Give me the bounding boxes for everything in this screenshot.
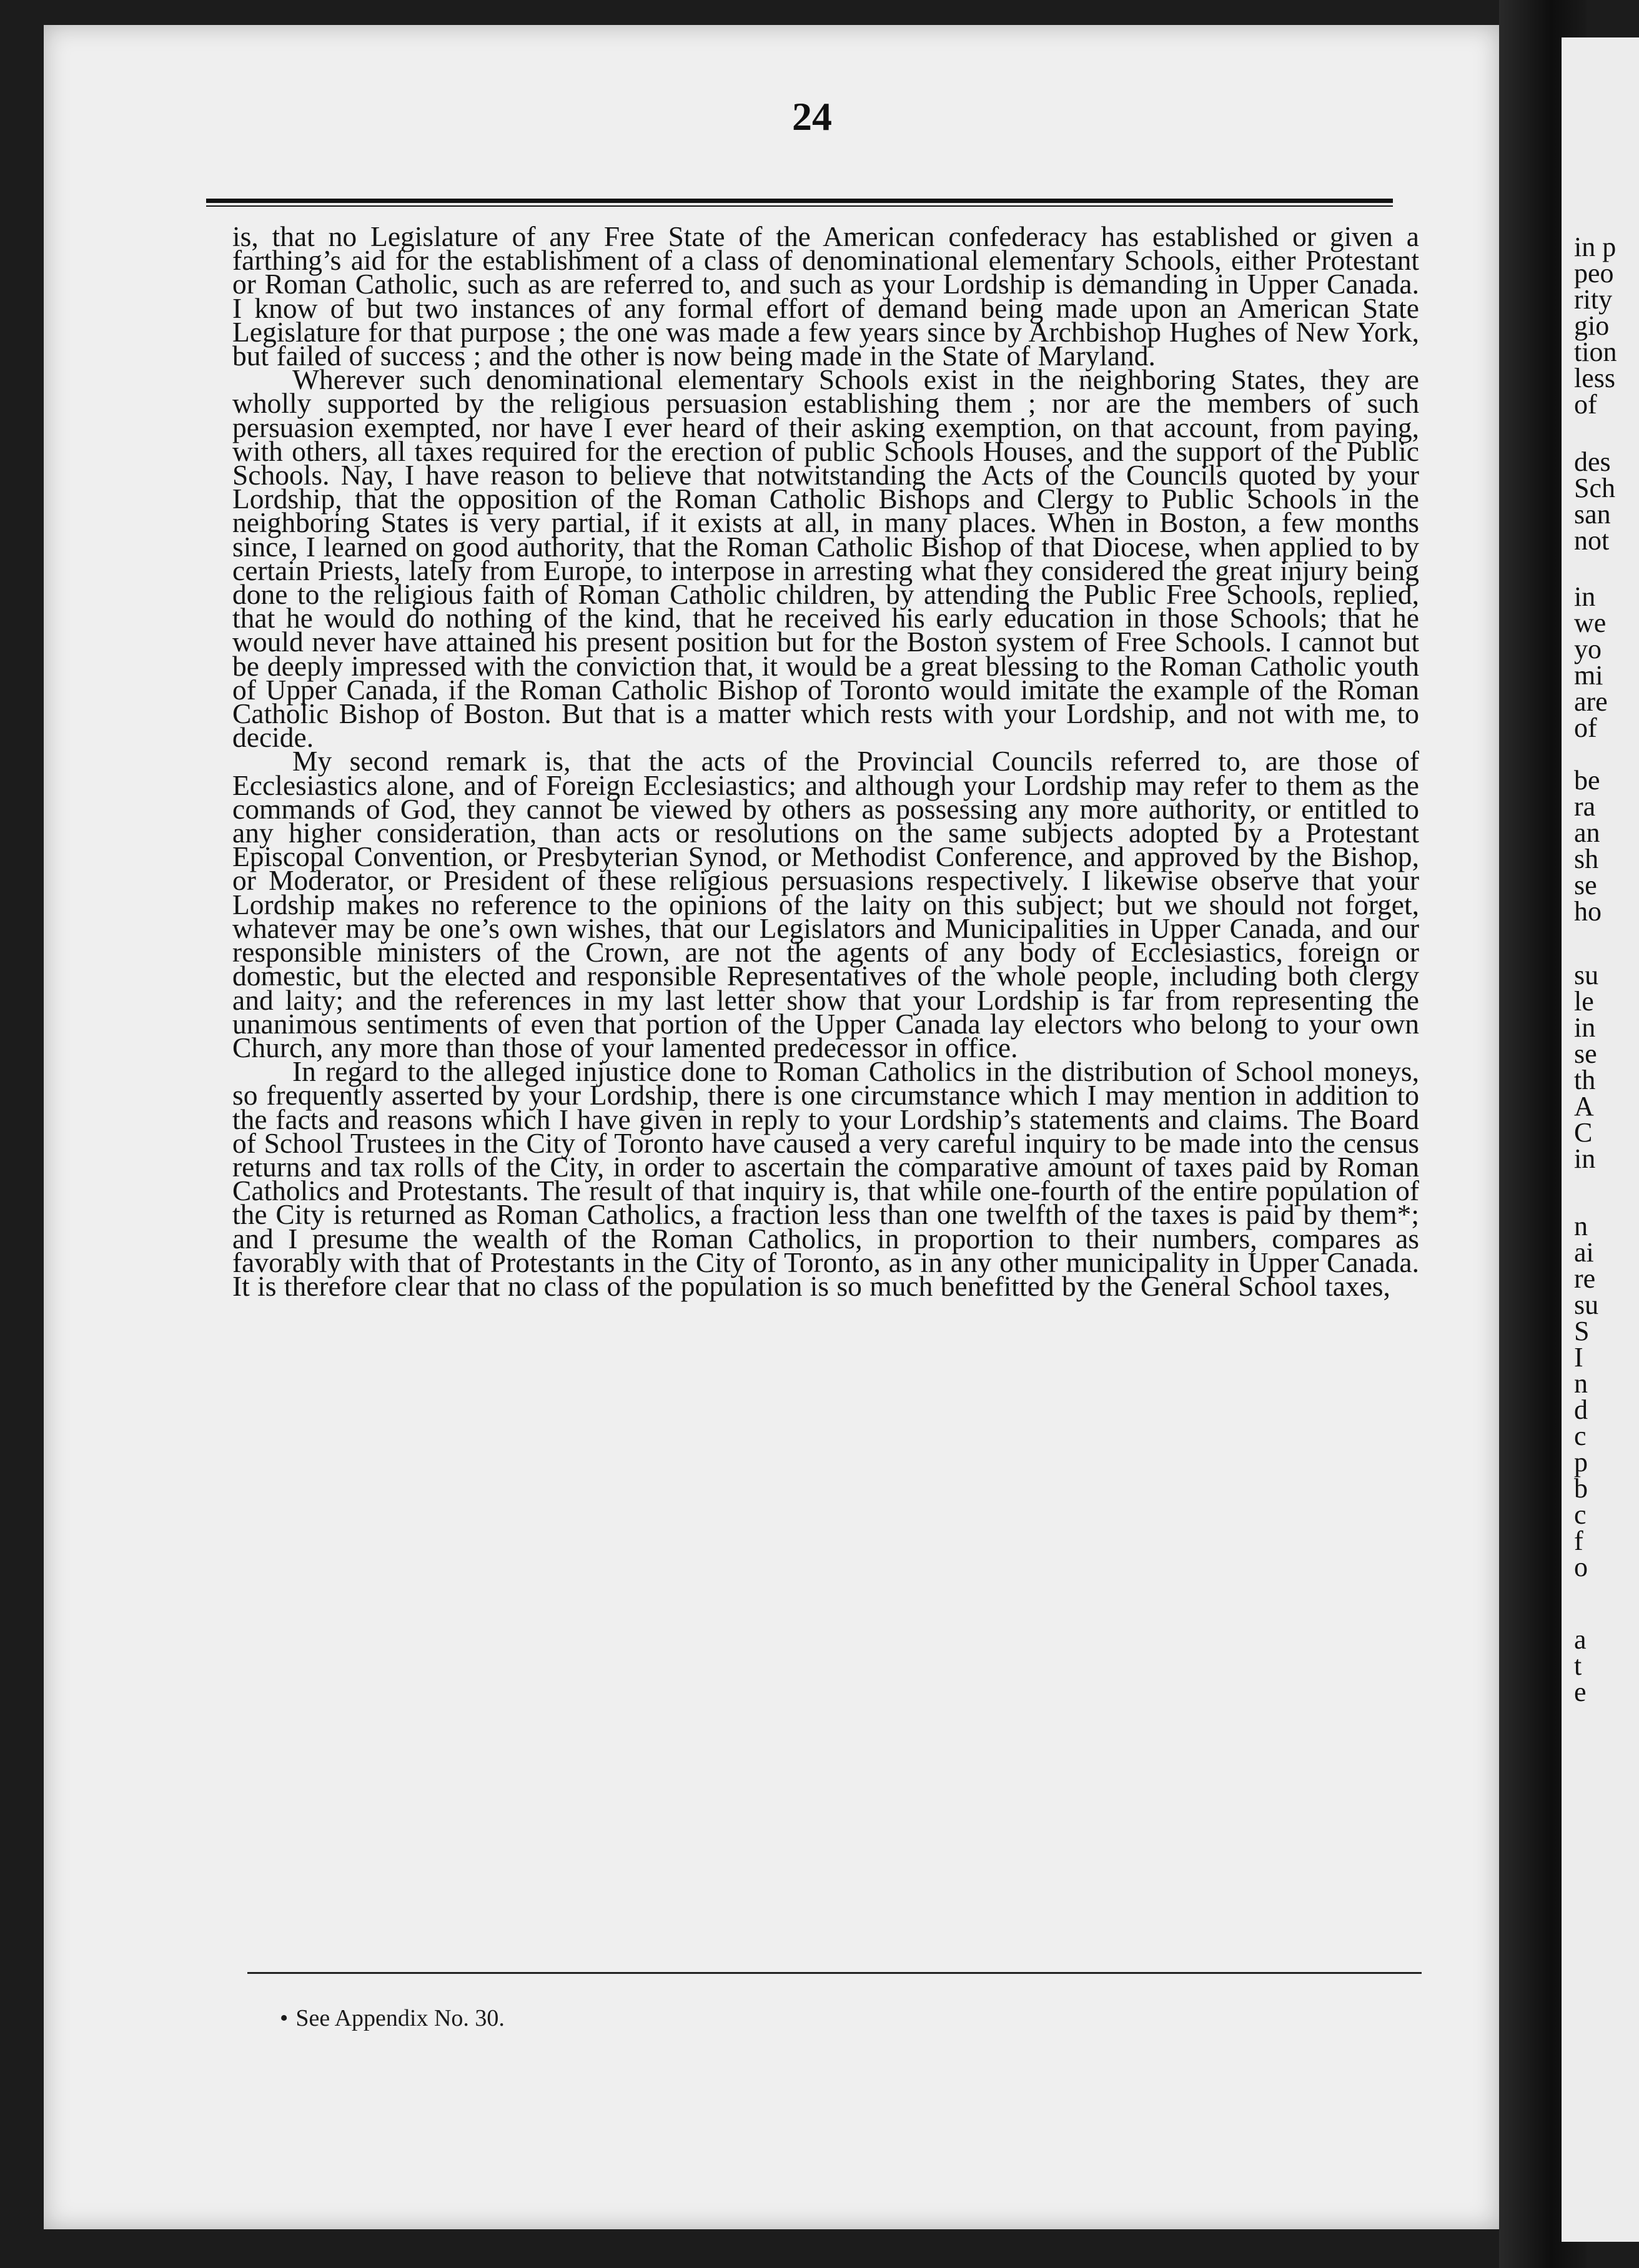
adjacent-page-fragment: yo <box>1574 634 1602 664</box>
adjacent-page-fragment: of <box>1574 712 1597 743</box>
adjacent-page-fragment: su <box>1574 1289 1599 1320</box>
adjacent-page-fragment: be <box>1574 765 1600 796</box>
paragraph-school-moneys: In regard to the alleged injustice done to Roman Catholics in the distribution of School moneys, so frequently asserted by your Lordship, there is one circumstance which I may mention in addition to the facts and reasons which I have given in reply to your Lordship’s statements and claims. The Board of School Trustees in the City of Toronto have caused a very careful inquiry to be made into the census returns and tax rolls of the City, in order to ascertain the comparative amount of taxes paid by Roman Catholics and Protestants. The result of that inquiry is, that while one-fourth of the entire population of the City is returned as Roman Catholics, a fraction less than one twelfth of the taxes is paid by them*; and I presume the wealth of the Roman Catholics, in proportion to their numbers, compares as favorably with that of Protestants in the City of Toronto, as in any other municipality in Upper Canada. It is therefore clear that no class of the population is so much benefitted by the General School taxes, <box>232 1055 1419 1302</box>
adjacent-page-fragment: tion <box>1574 337 1617 367</box>
adjacent-page-fragment: p <box>1574 1447 1588 1477</box>
adjacent-page-fragment: in <box>1574 1012 1596 1043</box>
adjacent-page-fragment: not <box>1574 525 1610 556</box>
adjacent-page-fragment: S <box>1574 1316 1590 1346</box>
adjacent-page-fragment: less <box>1574 363 1615 393</box>
adjacent-page-fragment: in <box>1574 1143 1596 1174</box>
adjacent-page-fragment: we <box>1574 608 1607 638</box>
adjacent-page-fragment: Sch <box>1574 473 1615 503</box>
paragraph-continuation: is, that no Legislature of any Free State of the American confederacy has established or given a farthing’s aid for the establishment of a class of denominational elementary Schools, either Protestant or Roman Catholic, such as are referred to, and such as your Lordship is demanding in Upper Canada. I know of but two instances of any formal effort of demand being made upon an American State Legislature for that purpose ; the one was made a few years since by Archbishop Hughes of New York, but failed of success ; and the other is now being made in the State of Maryland. <box>232 220 1419 372</box>
adjacent-page-fragment: su <box>1574 960 1599 990</box>
footnote-text: See Appendix No. 30. <box>295 2005 505 2031</box>
footnote <box>280 2004 505 2032</box>
adjacent-page-fragment: I <box>1574 1342 1583 1373</box>
adjacent-page-fragment: ho <box>1574 896 1602 927</box>
adjacent-page-fragment: t <box>1574 1650 1582 1681</box>
adjacent-page-fragment: are <box>1574 686 1608 717</box>
adjacent-page-fragment: des <box>1574 446 1611 477</box>
header-rule <box>206 199 1393 207</box>
adjacent-page-fragment: n <box>1574 1368 1588 1399</box>
adjacent-page-fragment: e <box>1574 1677 1587 1707</box>
adjacent-page-fragment: n <box>1574 1211 1588 1241</box>
adjacent-page-fragment: b <box>1574 1473 1588 1504</box>
adjacent-page-fragment: ai <box>1574 1237 1594 1268</box>
adjacent-page-fragment: le <box>1574 986 1594 1017</box>
body-text <box>232 220 1419 1302</box>
adjacent-page-fragment: gio <box>1574 310 1610 341</box>
page-number: 24 <box>792 94 832 139</box>
adjacent-page-fragment: th <box>1574 1065 1596 1095</box>
adjacent-page-fragment: san <box>1574 499 1611 530</box>
adjacent-page-fragment: in <box>1574 581 1596 612</box>
adjacent-page-fragment: c <box>1574 1499 1587 1530</box>
adjacent-page-edge <box>1562 37 1639 2242</box>
adjacent-page-fragment: d <box>1574 1394 1588 1425</box>
adjacent-page-fragment: sh <box>1574 844 1599 874</box>
adjacent-page-fragment: c <box>1574 1421 1587 1451</box>
footnote-rule <box>247 1972 1422 1974</box>
adjacent-page-fragment: of <box>1574 389 1597 420</box>
adjacent-page-fragment: in p <box>1574 232 1617 262</box>
paragraph-denominational-schools: Wherever such denominational elementary Schools exist in the neighboring States, they are wholly supported by the religious persuasion establishing them ; nor are the members of such persuasion exempted, nor have I ever heard of their asking exemption, on that account, from paying, with others, all taxes required for the erection of public Schools Houses, and the support of the Public Schools. Nay, I have reason to believe that notwitstanding the Acts of the Councils quoted by your Lordship, that the opposition of the Roman Catholic Bishops and Clergy to Public Schools in the neighboring States is very partial, if it exists at all, in many places. When in Boston, a few months since, I learned on good authority, that the Roman Catholic Bishop of that Diocese, when applied to by certain Priests, lately from Europe, to interpose in arresting what they considered the great injury being done to the religious faith of Roman Catholic children, by attending the Public Free Schools, replied, that he would do nothing of the kind, that he received his early education in those Schools; that he would never have attained his present position but for the Boston system of Free Schools. I cannot but be deeply impressed with the conviction that, it would be a great blessing to the Roman Catholic youth of Upper Canada, if the Roman Catholic Bishop of Toronto would imitate the example of the Roman Catholic Bishop of Boston. But that is a matter which rests with your Lordship, and not with me, to decide. <box>232 363 1419 754</box>
adjacent-page-fragment: A <box>1574 1091 1594 1122</box>
adjacent-page-fragment: mi <box>1574 660 1603 691</box>
adjacent-page-fragment: se <box>1574 1038 1597 1069</box>
adjacent-page-fragment: re <box>1574 1263 1596 1294</box>
paragraph-second-remark: My second remark is, that the acts of the Provincial Councils referred to, are those of Ecclesiastics alone, and of Foreign Ecclesiastics; and although your Lordship may refer to them as the commands of God, they cannot be viewed by others as possessing any more authority, or entitled to any higher consideration, than acts or resolutions on the same subjects adopted by a Protestant Episcopal Convention, or Presbyterian Synod, or Methodist Conference, and approved by the Bishop, or Moderator, or President of these religious persuasions respectively. I likewise observe that your Lordship makes no reference to the opinions of the laity on this subject; but we should not forget, whatever may be one’s own wishes, that our Legislators and Municipalities in Upper Canada, and our responsible ministers of the Crown, are not the agents of any body of Ecclesiastics, foreign or domestic, but the elected and responsible Representatives of the whole people, including both clergy and laity; and the references in my last letter show that your Lordship is far from representing the unanimous sentiments of even that portion of the Upper Canada lay electors who belong to your own Church, any more than those of your lamented predecessor in office. <box>232 745 1419 1063</box>
adjacent-page-fragment: se <box>1574 870 1597 900</box>
footnote-mark: • <box>280 2005 289 2031</box>
adjacent-page-fragment: a <box>1574 1624 1587 1655</box>
adjacent-page-fragment: f <box>1574 1526 1583 1556</box>
adjacent-page-fragment: ra <box>1574 791 1596 822</box>
adjacent-page-fragment: rity <box>1574 284 1613 315</box>
adjacent-page-fragment: an <box>1574 817 1600 848</box>
adjacent-page-fragment: o <box>1574 1552 1588 1582</box>
adjacent-page-fragment: peo <box>1574 258 1614 288</box>
adjacent-page-fragment: C <box>1574 1117 1593 1148</box>
